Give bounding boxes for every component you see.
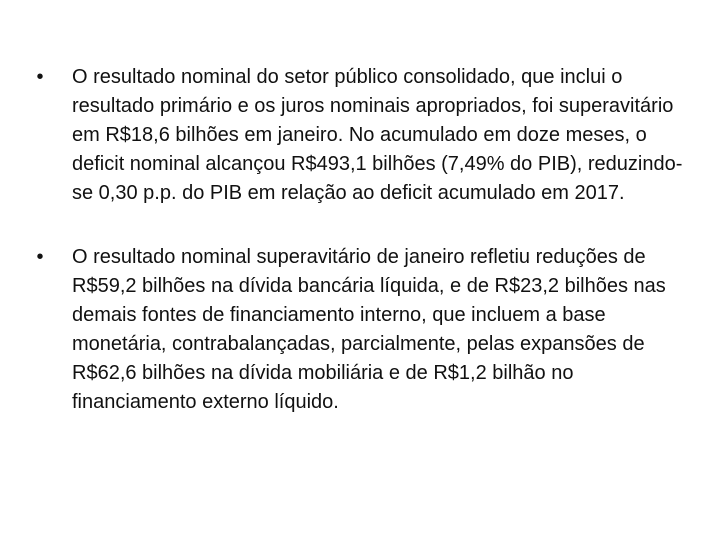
bullet-icon: • [36, 66, 44, 88]
bullet-item-nominal-result [30, 63, 695, 208]
bullet-list [30, 63, 695, 417]
bullet-text: O resultado nominal do setor público consolidado, que inclui o resultado primário e os juros nominais apropriados, foi superavitário em R$18,6 bilhões em janeiro. No acumulado em doze meses, o deficit nominal alcançou R$493,1 bilhões (7,49% do PIB), reduzindo-se 0,30 p.p. do PIB em relação ao deficit acumulado em 2017. [72, 66, 683, 204]
bullet-item-january-surplus [30, 243, 695, 417]
bullet-text: O resultado nominal superavitário de janeiro refletiu reduções de R$59,2 bilhões na dívida bancária líquida, e de R$23,2 bilhões nas demais fontes de financiamento interno, que incluem a base monetária, contrabalançadas, parcialmente, pelas expansões de R$62,6 bilhões na dívida mobiliária e de R$1,2 bilhão no financiamento externo líquido. [72, 246, 666, 413]
bullet-icon: • [36, 246, 44, 268]
